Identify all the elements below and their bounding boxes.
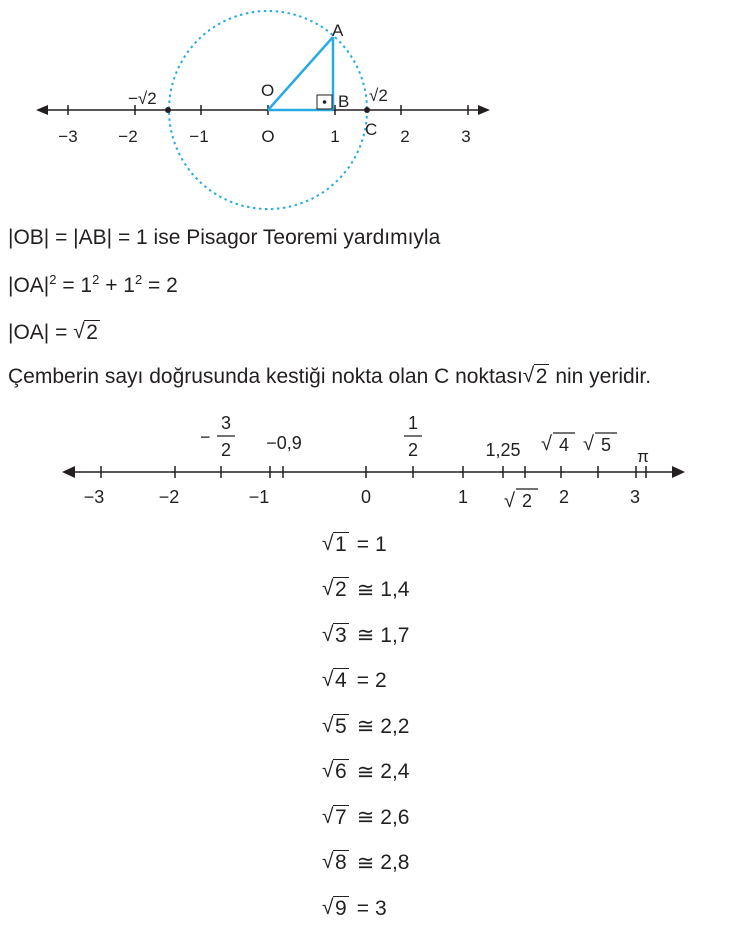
tick-label: 2 [558, 487, 570, 507]
point-neg-root2 [165, 107, 171, 113]
text-line-1 [8, 226, 440, 250]
exp: 2 [92, 272, 100, 287]
line2-rhs: = 2 [142, 274, 178, 297]
sqrt-symbol [322, 578, 349, 602]
label-root5: 5 [600, 435, 612, 455]
relation: ≅ [356, 851, 375, 875]
sqrt-symbol [322, 851, 349, 875]
label-C: C [365, 120, 378, 139]
radical-icon: √ [583, 433, 594, 455]
tick-label: 3 [629, 487, 641, 507]
neg-three-halves-sign: − [200, 427, 211, 447]
sqrt-symbol [322, 897, 349, 921]
line4-before: Çemberin sayı doğrusunda kestiği nokta olan C noktası [8, 365, 523, 388]
value: 3 [374, 896, 387, 920]
value: 2,6 [380, 805, 410, 829]
value: 1,4 [380, 578, 410, 602]
neg-three-halves-den: 2 [220, 440, 232, 460]
list-item [322, 795, 410, 841]
radicand: 5 [335, 714, 347, 738]
tick-label: −2 [158, 487, 180, 507]
arrow-left-icon [36, 105, 48, 115]
radical-icon: √ [322, 531, 334, 555]
relation: ≅ [356, 806, 375, 830]
relation: = [356, 896, 369, 920]
sqrt-symbol [322, 715, 349, 739]
radicand: 4 [335, 669, 347, 693]
tick-label: 1 [330, 127, 340, 146]
relation: ≅ [356, 760, 375, 784]
line4-after: nin yeridir. [549, 365, 652, 388]
value: 2,4 [380, 760, 410, 784]
tick-label: 1 [457, 487, 469, 507]
list-item [322, 704, 410, 750]
right-triangle-OAB [268, 37, 333, 110]
radical-icon: √ [541, 433, 552, 455]
value: 1,7 [380, 623, 410, 647]
radical-icon: √ [322, 713, 334, 737]
sqrt-symbol [322, 806, 349, 830]
list-item [322, 886, 410, 932]
list-item [322, 841, 410, 887]
line1-text: |OB| = |AB| = 1 ise Pisagor Teoremi yardımıyla [8, 226, 441, 249]
label-A: A [332, 21, 344, 40]
label-B: B [338, 92, 350, 111]
radical-icon: √ [504, 490, 515, 512]
tick-label: −2 [118, 127, 138, 146]
label-root2: 2 [521, 491, 533, 511]
radical-icon: √ [322, 668, 334, 692]
label-root4: 4 [558, 435, 570, 455]
radicand: 2 [335, 578, 347, 602]
value: 2,8 [380, 851, 410, 875]
label-pi: π [637, 447, 649, 466]
tick-label: −1 [248, 487, 270, 507]
label-neg-0-9: −0,9 [266, 433, 302, 453]
radicand: 7 [335, 805, 347, 829]
radicand: 9 [335, 896, 347, 920]
radical-icon: √ [322, 804, 334, 828]
radical-icon: √ [322, 850, 334, 874]
value: 2,2 [380, 714, 410, 738]
relation: ≅ [356, 715, 375, 739]
tick-label: O [261, 127, 275, 146]
list-item [322, 568, 410, 614]
tick-label: 3 [461, 127, 471, 146]
point-C [364, 107, 370, 113]
label-O-top: O [261, 81, 275, 100]
one-half-num: 1 [407, 413, 419, 433]
radicand: 1 [335, 532, 347, 556]
label-1-25: 1,25 [485, 440, 521, 460]
line3-lhs: |OA| = [8, 321, 74, 344]
exp: 2 [134, 272, 143, 287]
relation: = [356, 532, 369, 556]
label-pos-root2: √2 [369, 86, 388, 105]
sqrt-symbol [322, 760, 349, 784]
one-half-den: 2 [407, 440, 419, 460]
tick-label: 0 [360, 487, 372, 507]
text-line-3 [8, 321, 100, 345]
list-item [322, 659, 410, 705]
sqrt-symbol [322, 533, 349, 557]
arrow-right-icon [672, 466, 685, 478]
tick-labels-2 [84, 487, 640, 507]
relation: ≅ [356, 624, 375, 648]
tick-label: −3 [83, 487, 105, 507]
list-item [322, 750, 410, 796]
square-roots-list [322, 522, 410, 932]
sqrt-symbol [523, 365, 550, 389]
tick-label: −3 [58, 127, 78, 146]
arrow-left-icon [62, 466, 75, 478]
line2-mid2: + 1 [99, 274, 135, 297]
radical-icon: √ [322, 622, 334, 646]
value: 2 [374, 669, 387, 693]
circle-number-line-figure [0, 0, 752, 210]
line2-mid1: = 1 [56, 274, 93, 297]
radical-icon: √ [73, 320, 85, 343]
sqrt-symbol [322, 669, 349, 693]
radicand: 2 [86, 321, 98, 344]
neg-three-halves-num: 3 [220, 413, 232, 433]
tick-label: −1 [189, 127, 209, 146]
radicand: 8 [335, 851, 347, 875]
relation: ≅ [356, 578, 375, 602]
relation: = [356, 669, 369, 693]
radicand: 2 [535, 365, 548, 388]
radicand: 3 [335, 623, 347, 647]
line2-lhs: |OA| [8, 274, 50, 297]
arrow-right-icon [478, 105, 490, 115]
radical-icon: √ [322, 759, 334, 783]
radicand: 6 [335, 760, 347, 784]
values-number-line-figure [0, 400, 752, 520]
sqrt-symbol [322, 624, 349, 648]
label-neg-root2: −√2 [128, 89, 157, 108]
list-item [322, 522, 410, 568]
value: 1 [374, 532, 387, 556]
radical-icon: √ [322, 895, 334, 919]
right-angle-dot [323, 100, 327, 104]
tick-labels-1 [58, 127, 470, 146]
radical-icon: √ [322, 577, 334, 601]
text-line-4 [8, 365, 651, 389]
exp: 2 [49, 272, 57, 287]
radical-icon: √ [522, 364, 535, 387]
text-line-2 [8, 272, 178, 298]
sqrt-symbol [73, 321, 100, 345]
list-item [322, 613, 410, 659]
tick-label: 2 [400, 127, 410, 146]
